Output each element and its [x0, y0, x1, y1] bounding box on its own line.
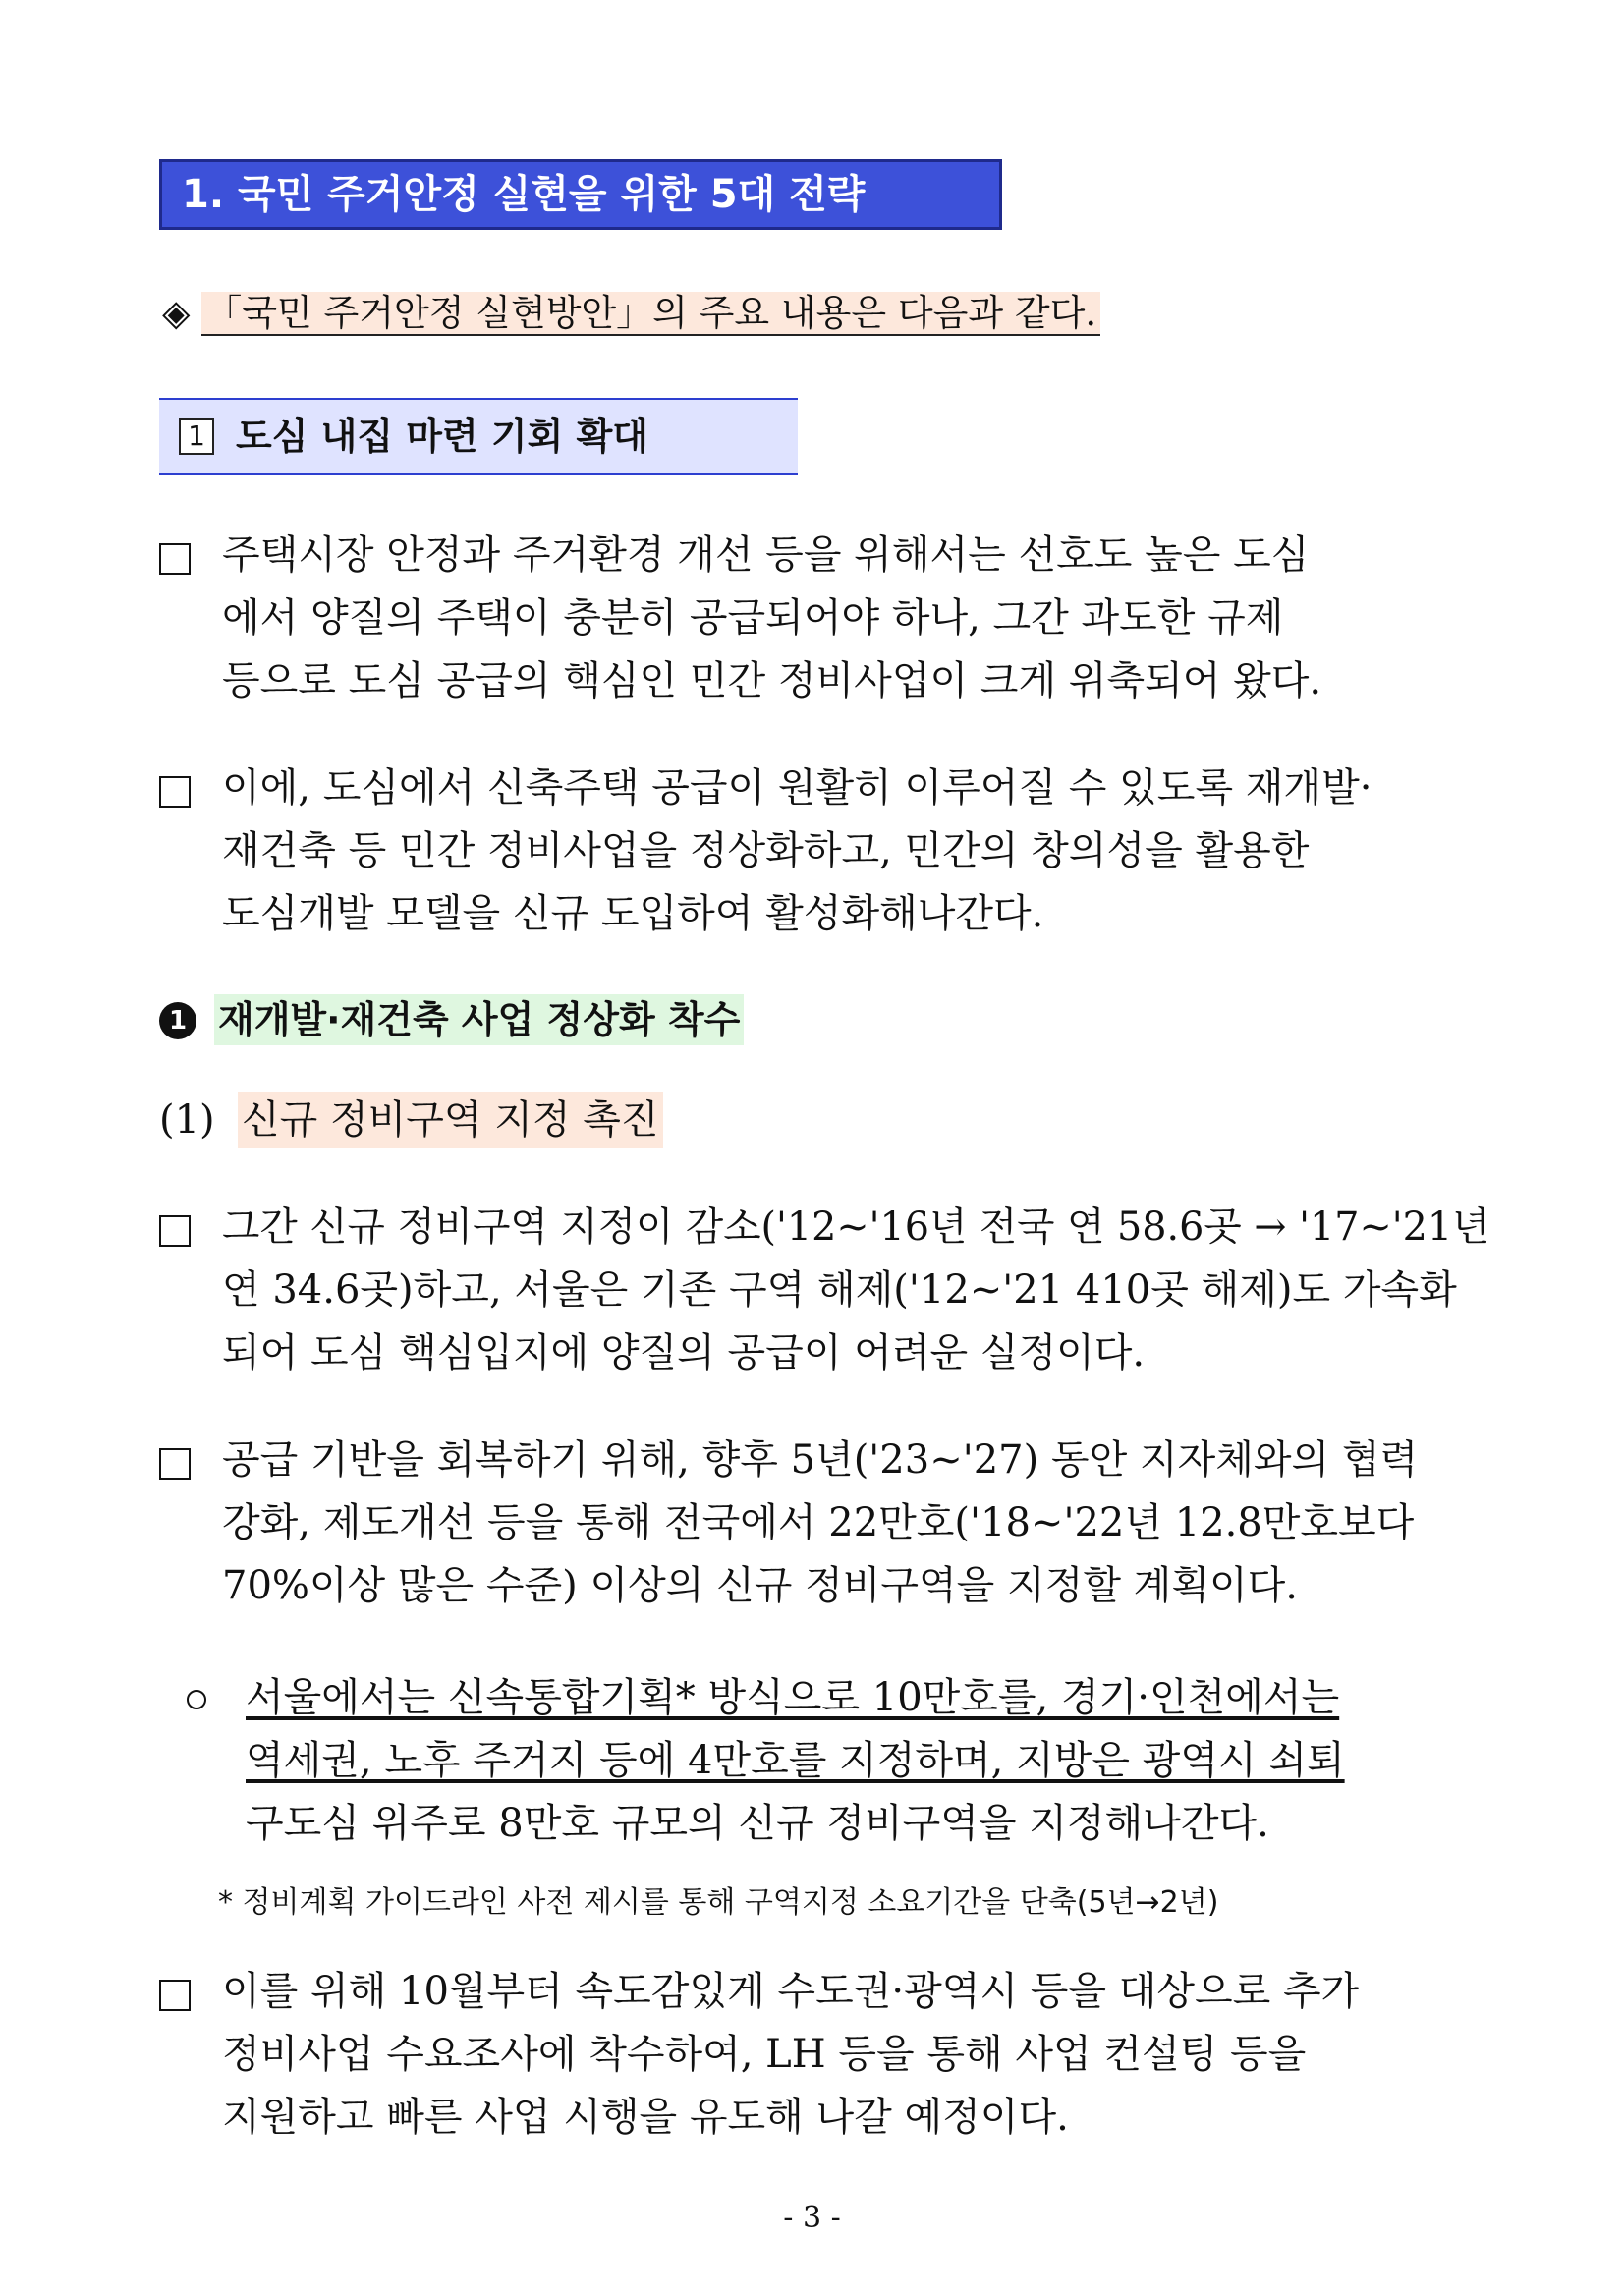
section-title-banner: 1. 국민 주거안정 실현을 위한 5대 전략	[159, 159, 1002, 230]
footnote: * 정비계획 가이드라인 사전 제시를 통해 구역지정 소요기간을 단축(5년→2년)	[218, 1885, 1219, 1920]
numbered-circle-icon: 1	[159, 1002, 196, 1039]
summary-line	[162, 289, 1100, 338]
paragraph-line: 되어 도심 핵심입지에 양질의 공급이 어려운 실정이다.	[222, 1330, 1146, 1375]
paragraph-line: 역세권, 노후 주거지 등에 4만호를 지정하며, 지방은 광역시 쇠퇴	[246, 1738, 1345, 1783]
paragraph-line: 등으로 도심 공급의 핵심인 민간 정비사업이 크게 위축되어 왔다.	[222, 658, 1322, 703]
paragraph-6	[222, 1960, 1489, 2156]
checkbox-bullet-icon	[159, 1980, 191, 2011]
paragraph-line: 이에, 도심에서 신축주택 공급이 원활히 이루어질 수 있도록 재개발·	[222, 765, 1372, 811]
paragraph-3	[222, 1196, 1489, 1392]
paragraph-line: 강화, 제도개선 등을 통해 전국에서 22만호('18~'22년 12.8만호보다	[222, 1500, 1415, 1545]
circle-bullet-icon	[187, 1690, 206, 1709]
section-number: 1	[179, 418, 214, 455]
diamond-bullet-icon: ◈	[162, 292, 191, 334]
paragraph-line: 서울에서는 신속통합기획* 방식으로 10만호를, 경기·인천에서는	[246, 1675, 1340, 1720]
paragraph-line: 정비사업 수요조사에 착수하여, LH 등을 통해 사업 컨설팅 등을	[222, 2032, 1307, 2077]
paragraph-line: 구도심 위주로 8만호 규모의 신규 정비구역을 지정해나간다.	[246, 1801, 1269, 1846]
checkbox-bullet-icon	[159, 1215, 191, 1247]
paragraph-line: 그간 신규 정비구역 지정이 감소('12~'16년 전국 연 58.6곳 → '17~'21년	[222, 1204, 1490, 1250]
paragraph-line: 지원하고 빠른 사업 시행을 유도해 나갈 예정이다.	[222, 2095, 1069, 2140]
paragraph-line: 이를 위해 10월부터 속도감있게 수도권·광역시 등을 대상으로 추가	[222, 1969, 1360, 2014]
checkbox-bullet-icon	[159, 776, 191, 808]
paragraph-line: 도심개발 모델을 신규 도입하여 활성화해나간다.	[222, 891, 1044, 936]
paragraph-line: 에서 양질의 주택이 충분히 공급되어야 하나, 그간 과도한 규제	[222, 595, 1284, 641]
page-number: - 3 -	[783, 2201, 841, 2235]
subsection-title: 재개발·재건축 사업 정상화 착수	[214, 994, 744, 1045]
paragraph-2	[222, 756, 1489, 953]
summary-text: 「국민 주거안정 실현방안」의 주요 내용은 다음과 같다.	[201, 292, 1100, 336]
checkbox-bullet-icon	[159, 543, 191, 575]
subsection-label: (1)	[159, 1097, 215, 1143]
subsection-title: 신규 정비구역 지정 촉진	[238, 1092, 663, 1148]
paragraph-line: 연 34.6곳)하고, 서울은 기존 구역 해제('12~'21 410곳 해제)도 가속화	[222, 1267, 1457, 1313]
paragraph-line: 주택시장 안정과 주거환경 개선 등을 위해서는 선호도 높은 도심	[222, 532, 1310, 578]
paragraph-line: 공급 기반을 회복하기 위해, 향후 5년('23~'27) 동안 지자체와의 협력	[222, 1437, 1419, 1483]
checkbox-bullet-icon	[159, 1448, 191, 1480]
paragraph-1	[222, 524, 1489, 720]
paragraph-line: 재건축 등 민간 정비사업을 정상화하고, 민간의 창의성을 활용한	[222, 828, 1310, 873]
section-title: 도심 내집 마련 기회 확대	[236, 415, 648, 458]
paragraph-4	[222, 1428, 1489, 1625]
paragraph-5	[246, 1666, 1489, 1863]
paragraph-line: 70%이상 많은 수준) 이상의 신규 정비구역을 지정할 계획이다.	[222, 1563, 1298, 1608]
